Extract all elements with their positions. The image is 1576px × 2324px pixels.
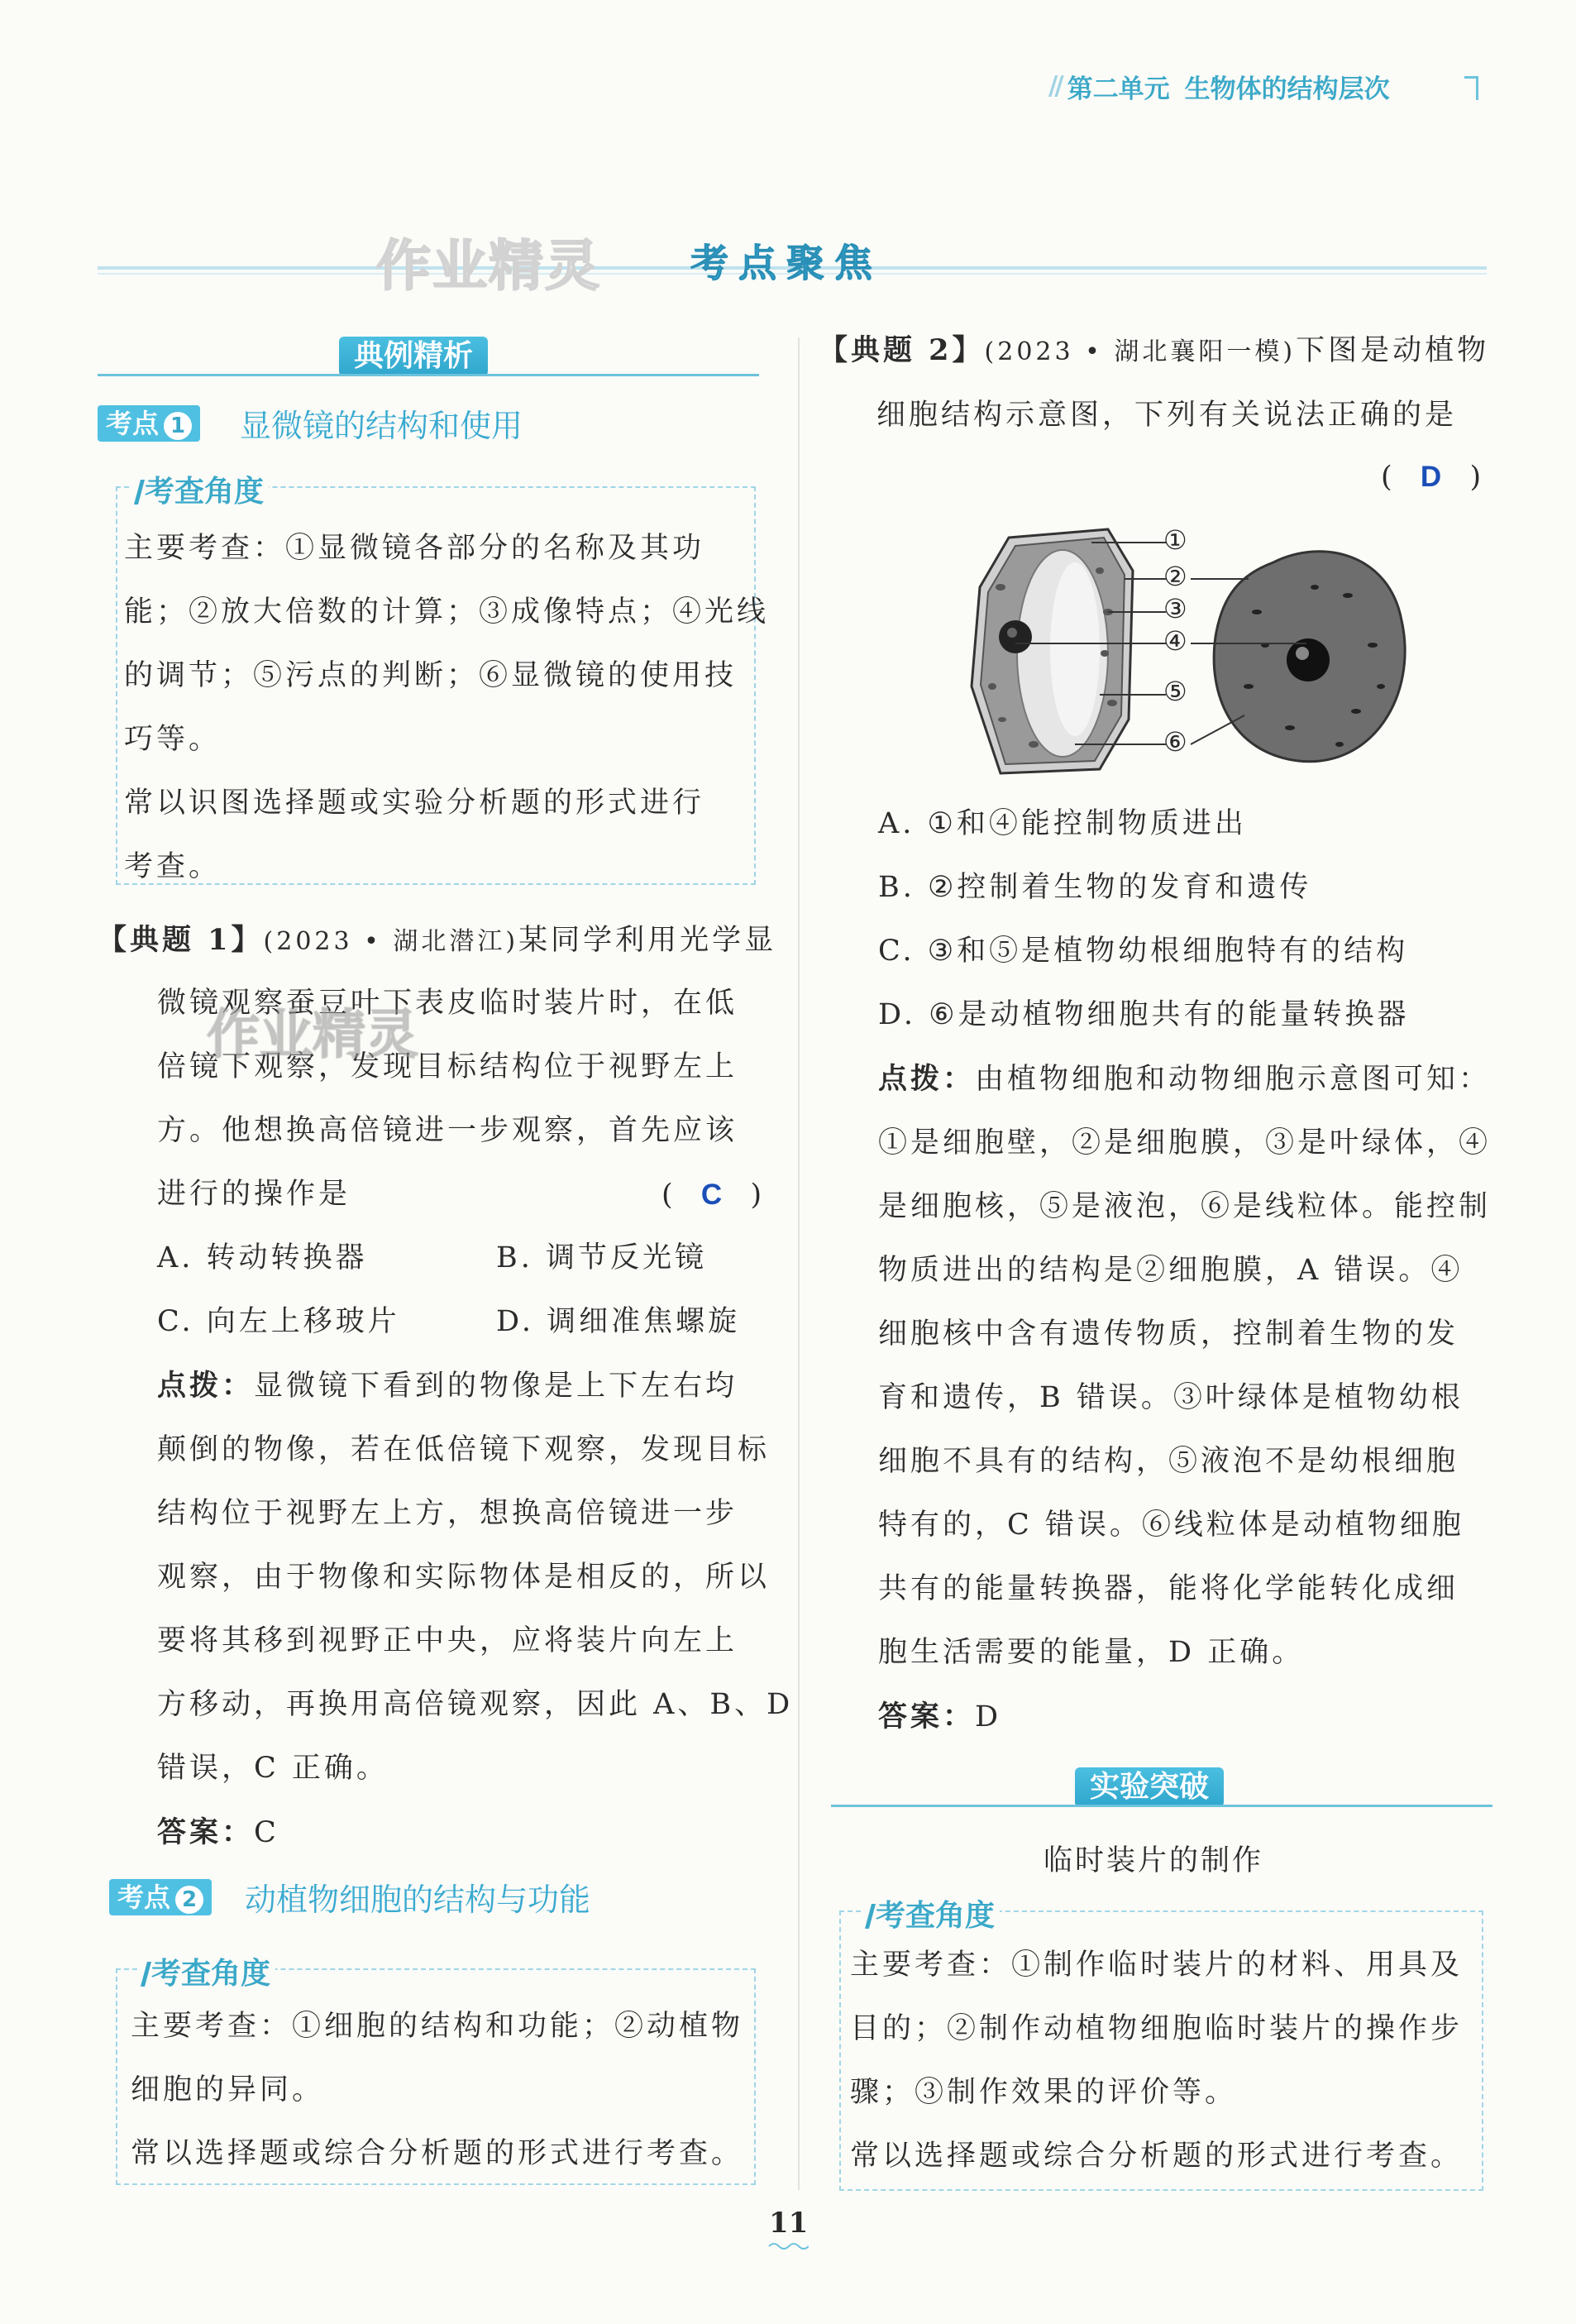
plant-cell-illustration [972,529,1133,773]
watermark-mid: 作业精灵 [207,1005,418,1066]
question-2-source: (2023 • 湖北襄阳一模) [984,337,1297,366]
exam-angle-text-1: 主要考查：①显微镜各部分的名称及其功 能；②放大倍数的计算；③成像特点；④光线 的调节；⑤污点的判断；⑥显微镜的使用技 巧等。 常以识图选择题或实验分析题的形式进行 考查。 [124,532,770,883]
exam-angle-tag-1: 考查角度 [132,468,269,510]
exam-angle-text-2: 主要考查：①细胞的结构和功能；②动植物 细胞的异同。 常以选择题或综合分析题的形式进行考查。 [131,2010,744,2170]
animal-cell-illustration [1214,552,1405,762]
unit-header: // 第二单元 生物体的结构层次 [1048,65,1478,108]
exam-angle-tag-3: 考查角度 [863,1892,1000,1934]
kaodian-1-title: 显微镜的结构和使用 [240,408,523,444]
question-1-body: 微镜观察蚕豆叶下表皮临时装片时，在低 倍镜下观察，发现目标结构位于视野左上 方。他想换高倍镜进一步观察，首先应该 进行的操作是 [157,987,738,1211]
exam-angle-text-3: 主要考查：①制作临时装片的材料、用具及 目的；②制作动植物细胞临时装片的操作步 骤；③制作效果的评价等。 常以选择题或综合分析题的形式进行考查。 [850,1949,1464,2173]
kaodian-2-badge: 考点 2 [109,1879,212,1915]
question-1-hint: 点拨：显微镜下看到的物像是上下左右均 颠倒的物像，若在低倍镜下观察，发现目标 结构位于视野左上方，想换高倍镜进一步 观察，由于物像和实际物体是相反的，所以 要将其移到视野正中央，应将装片向左上 方移动，再换用高倍镜观察，因此 A、B、D 错误，C 正确。 答案：C [157,1369,794,1849]
column-divider [798,337,800,2190]
question-1-source: (2023 • 湖北潜江) [263,927,519,956]
watermark: 作业精灵 [376,234,601,298]
exam-angle-tag-2: 考查角度 [139,1950,275,1992]
question-2-options: A. ①和④能控制物质进出 B. ②控制着生物的发育和遗传 C. ③和⑤是植物幼根细胞特有的结构 D. ⑥是动植物细胞共有的能量转换器 [878,807,1410,1031]
unit-topic: 生物体的结构层次 [1184,74,1390,104]
question-2-hint: 点拨：由植物细胞和动物细胞示意图可知： ①是细胞壁，②是细胞膜，③是叶绿体，④ 是细胞核，⑤是液泡，⑥是线粒体。能控制 物质进出的结构是②细胞膜，A 错误。④ 细胞核中含有遗传物质，控制着生物的发 育和遗传，B 错误。③叶绿体是植物幼根 细胞不具有的结构，⑤液泡不是幼根细胞 特有的，C 错误。⑥线粒体是动植物细胞 共有的能量转换器，能将化学能转化成细 胞生活需要的能量，D 正确。 答案：D [878,1062,1492,1733]
unit-label: 第二单元 [1067,74,1170,104]
page-number: 11 [769,2207,809,2240]
experiment-title: 临时装片的制作 [1044,1844,1264,1877]
question-1-answer-bracket: ( C ) [661,1179,766,1212]
question-2-head: 【典题 2】 [819,333,985,367]
section-ribbon-examples: 典例精析 [339,337,488,376]
page-title: 考点聚焦 [690,241,882,285]
section-ribbon-experiment: 实验突破 [1075,1767,1224,1807]
question-1: 【典题 1】(2023 • 湖北潜江)某同学利用光学显 [98,923,777,957]
question-1-head: 【典题 1】 [98,923,264,957]
question-2-answer-bracket: ( D ) [1381,461,1485,494]
question-1-options-left: A. 转动转换器 C. 向左上移玻片 [157,1241,400,1338]
page-number-ornament [767,2241,809,2251]
kaodian-2-title: 动植物细胞的结构与功能 [245,1882,591,1918]
kaodian-1-badge: 考点 1 [98,405,200,442]
question-2: 【典题 2】(2023 • 湖北襄阳一模)下图是动植物 细胞结构示意图，下列有关说法正确的是 [819,333,1490,432]
question-1-options-right: B. 调节反光镜 D. 调细准焦螺旋 [496,1241,741,1338]
cell-structure-diagram [959,521,1422,786]
diagram-labels: ① ② ③ ④ ⑤ ⑥ [1163,524,1187,758]
